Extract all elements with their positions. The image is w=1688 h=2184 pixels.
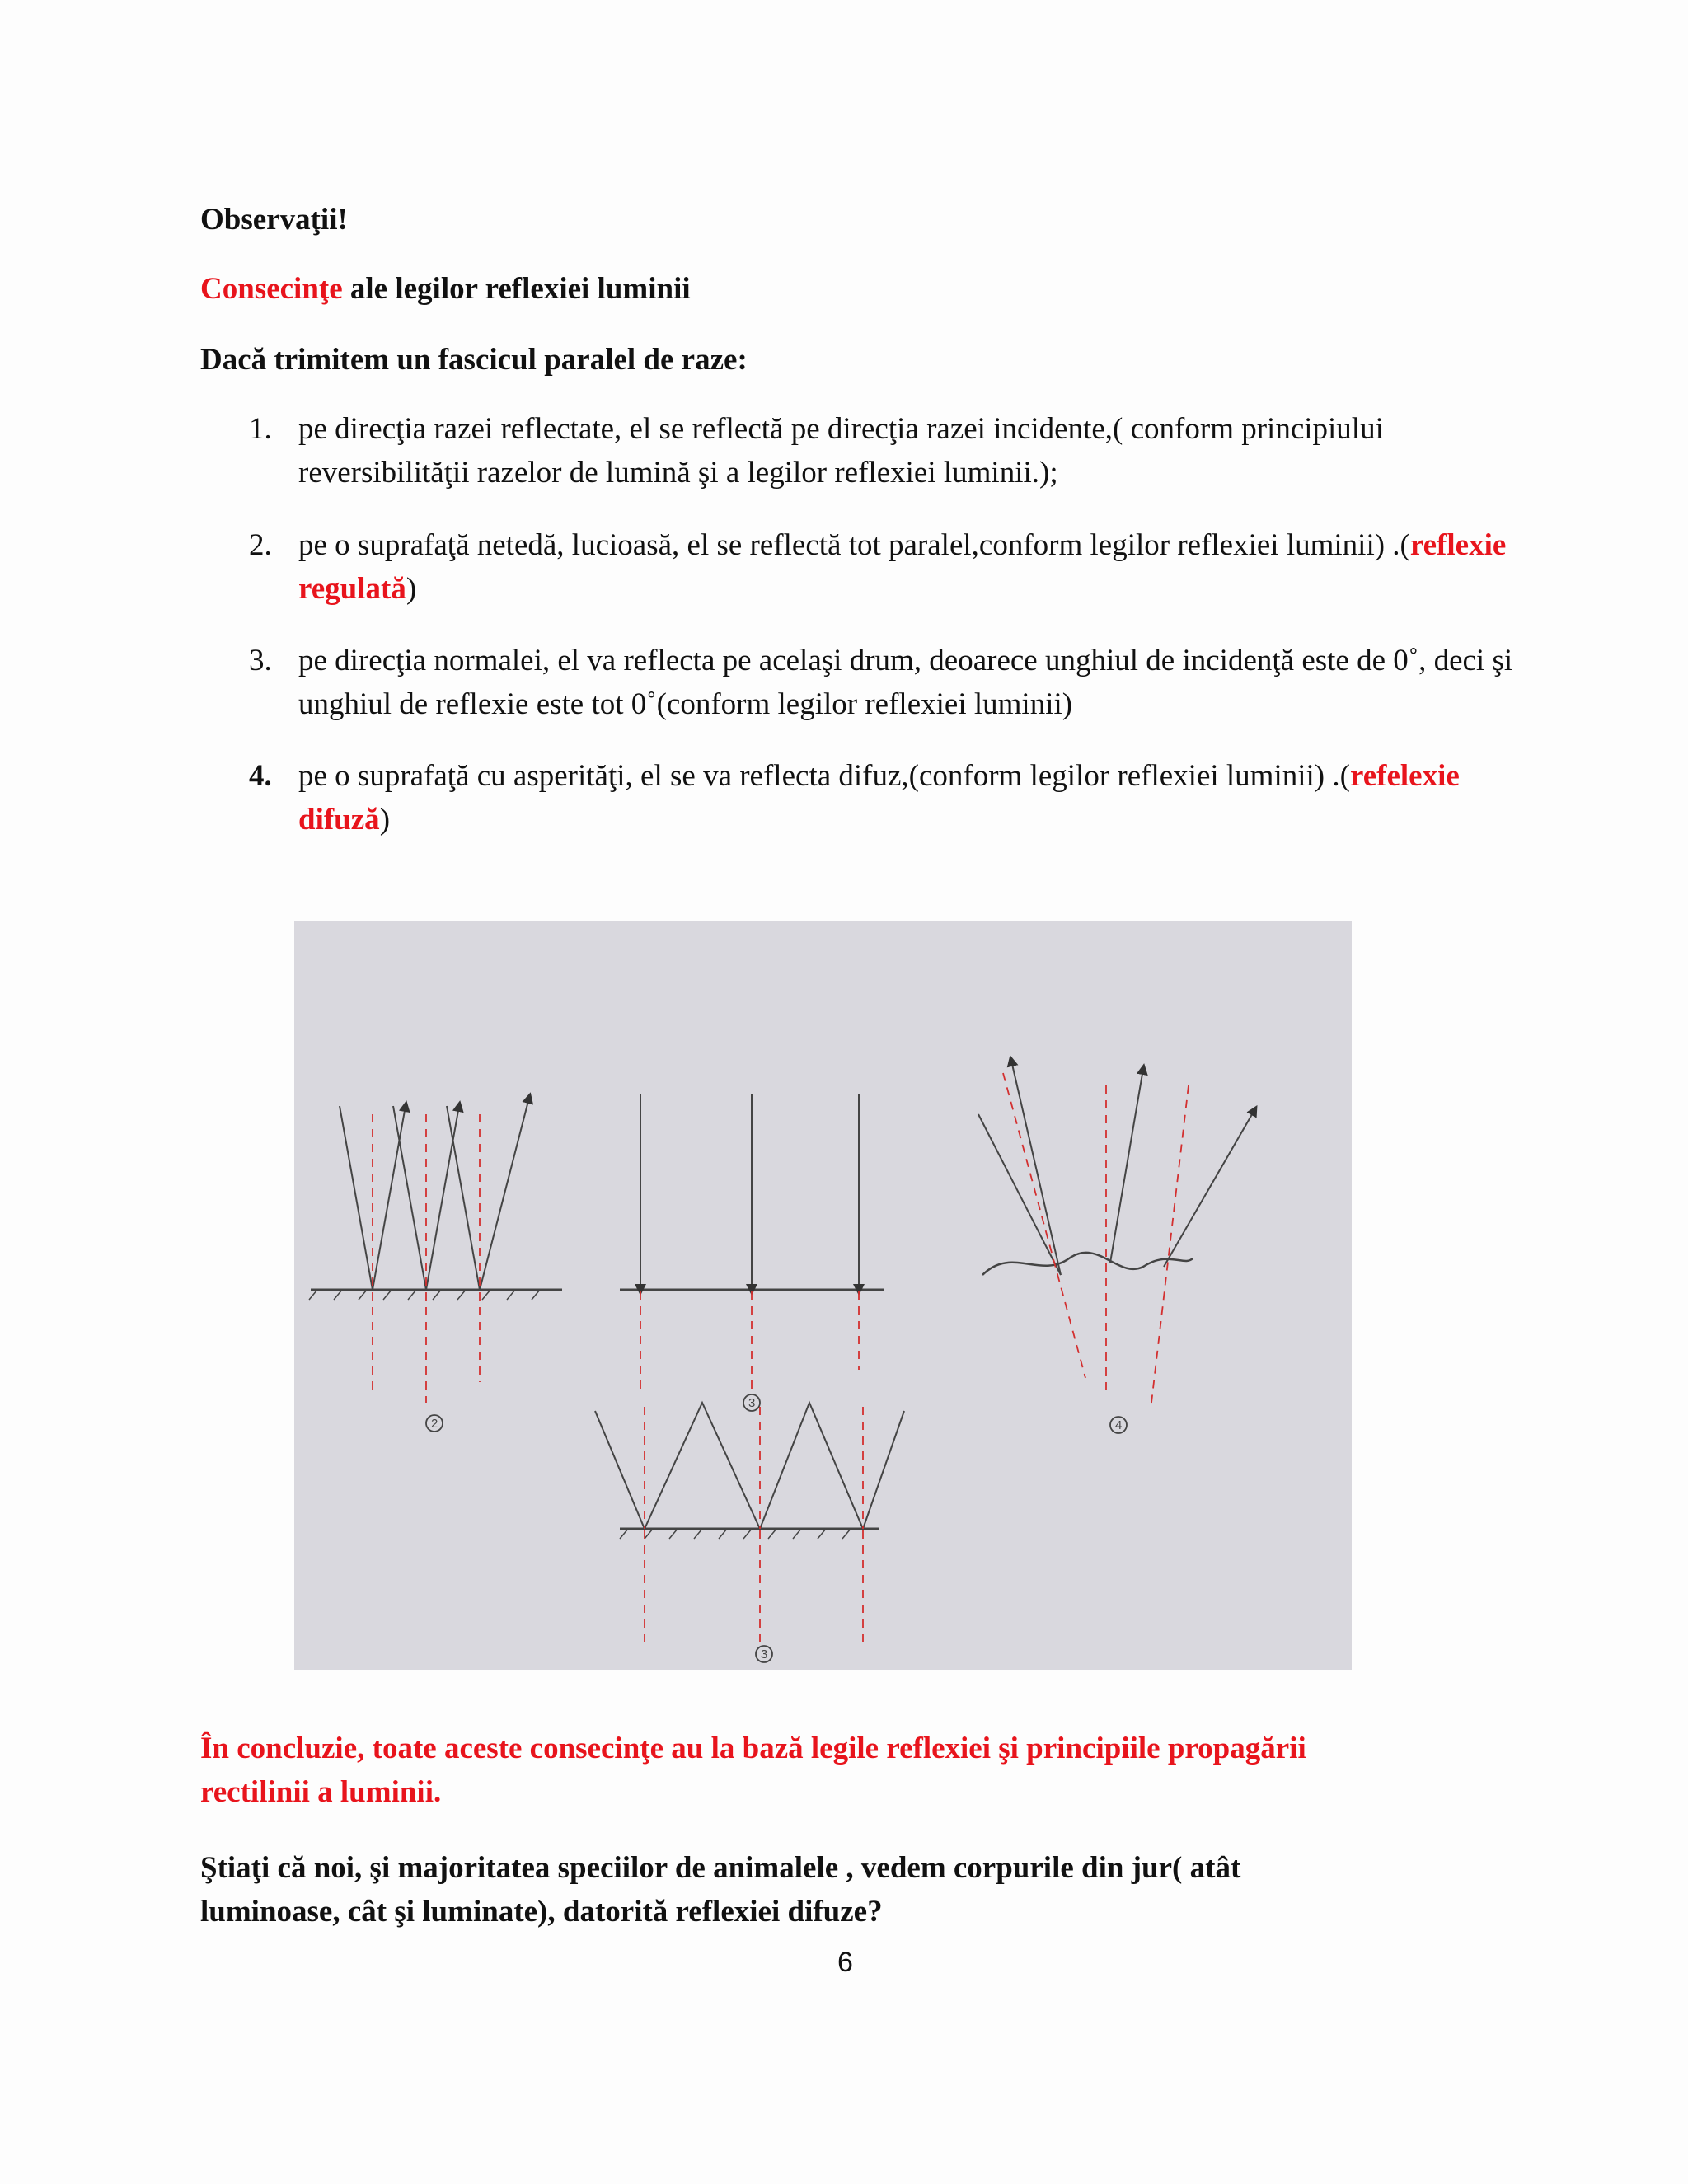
term-reflexie-regulata: reflexie regulată bbox=[298, 528, 1507, 606]
reflection-sketches-figure bbox=[294, 921, 1352, 1670]
sketch-3a-label: 3 bbox=[748, 1396, 756, 1410]
conclusion-line-1: În concluzie, toate aceste consecinţe au la bază legile reflexiei şi principiile propagării bbox=[200, 1732, 1306, 1765]
list-item-text bbox=[298, 754, 1535, 841]
conclusion-line-2: rectilinii a luminii. bbox=[200, 1775, 442, 1809]
heading: Observaţii! bbox=[200, 203, 348, 237]
subheading-highlight: Consecinţe bbox=[200, 272, 343, 306]
list-item-number: 1. bbox=[249, 412, 272, 446]
list-item-text-part: ) bbox=[406, 572, 417, 606]
sketch-2-label: 2 bbox=[431, 1417, 438, 1431]
subheading-rest: ale legilor reflexiei luminii bbox=[342, 272, 691, 306]
page-number: 6 bbox=[837, 1947, 853, 1978]
list-item-text: pe direcţia normalei, el va reflecta pe acelaşi drum, deoarece unghiul de incidenţă este de 0˚, deci şi unghiul de reflexie este tot 0˚(conform legilor reflexiei luminii) bbox=[298, 644, 1513, 721]
list-item-number: 2. bbox=[249, 528, 272, 562]
list-item-text: pe direcţia razei reflectate, el se reflectă pe direcţia razei incidente,( conform principiului reversibilităţii razelor de lumină şi a legilor reflexiei luminii.); bbox=[298, 412, 1384, 490]
term-reflexie-difuza: refelexie difuză bbox=[298, 759, 1460, 837]
list-item-text bbox=[298, 523, 1535, 611]
intro-text: Dacă trimitem un fascicul paralel de raze: bbox=[200, 343, 748, 377]
list-item-number: 4. bbox=[249, 759, 272, 793]
sketch-4-label: 4 bbox=[1115, 1418, 1123, 1432]
list-item-text-part: pe o suprafaţă cu asperităţi, el se va reflecta difuz,(conform legilor reflexiei luminii) .( bbox=[298, 759, 1350, 793]
sketch-regular-reflection bbox=[309, 1098, 562, 1432]
list-item-text-part: pe o suprafaţă netedă, lucioasă, el se reflectă tot paralel,conform legilor reflexiei luminii) .( bbox=[298, 528, 1410, 562]
subheading bbox=[200, 267, 691, 311]
sketch-reversibility bbox=[595, 1403, 904, 1662]
sketch-diffuse-reflection bbox=[978, 1061, 1254, 1433]
sketch-3b-label: 3 bbox=[761, 1647, 768, 1661]
reflection-sketches-svg bbox=[294, 921, 1352, 1670]
sketch-normal-incidence bbox=[620, 1094, 884, 1411]
list-item-number: 3. bbox=[249, 644, 272, 677]
question-line-1: Ştiaţi că noi, şi majoritatea speciilor de animalele , vedem corpurile din jur( atât bbox=[200, 1851, 1241, 1885]
list-item-text-part: ) bbox=[379, 803, 391, 837]
question-line-2: luminoase, cât şi luminate), datorită reflexiei difuze? bbox=[200, 1895, 883, 1929]
